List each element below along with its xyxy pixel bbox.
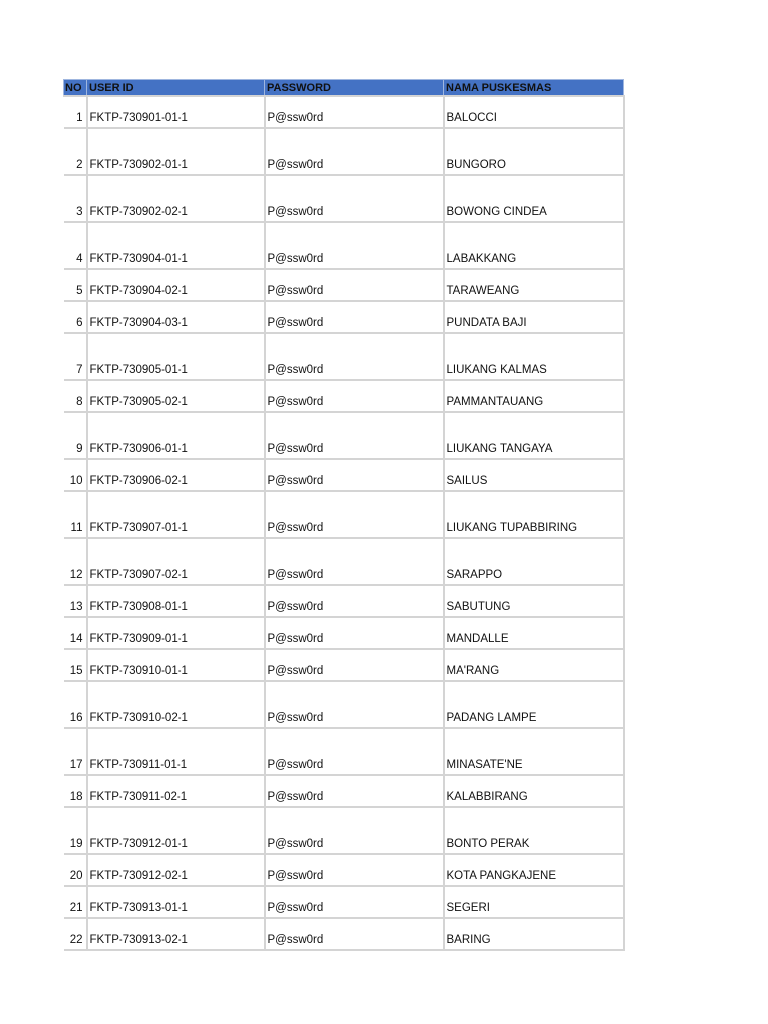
cell-no[interactable]: 17	[64, 728, 87, 775]
table-row	[64, 918, 624, 950]
table-row	[64, 728, 624, 775]
cell-nama-puskesmas[interactable]: MANDALLE	[444, 617, 624, 649]
cell-user-id[interactable]: FKTP-730911-01-1	[87, 728, 265, 775]
table-row	[64, 222, 624, 269]
cell-no[interactable]: 19	[64, 807, 87, 854]
cell-password[interactable]: P@ssw0rd	[265, 854, 444, 886]
cell-nama-puskesmas[interactable]: MA'RANG	[444, 649, 624, 681]
cell-nama-puskesmas[interactable]: PUNDATA BAJI	[444, 301, 624, 333]
cell-nama-puskesmas[interactable]: SEGERI	[444, 886, 624, 918]
cell-nama-puskesmas[interactable]: SAILUS	[444, 459, 624, 491]
cell-nama-puskesmas[interactable]: PAMMANTAUANG	[444, 380, 624, 412]
cell-password[interactable]: P@ssw0rd	[265, 380, 444, 412]
cell-user-id[interactable]: FKTP-730904-02-1	[87, 269, 265, 301]
cell-user-id[interactable]: FKTP-730907-02-1	[87, 538, 265, 585]
cell-no[interactable]: 15	[64, 649, 87, 681]
cell-nama-puskesmas[interactable]: LIUKANG TUPABBIRING	[444, 491, 624, 538]
cell-user-id[interactable]: FKTP-730901-01-1	[87, 96, 265, 128]
cell-password[interactable]: P@ssw0rd	[265, 175, 444, 222]
cell-no[interactable]: 1	[64, 96, 87, 128]
cell-no[interactable]: 4	[64, 222, 87, 269]
table-row	[64, 649, 624, 681]
cell-user-id[interactable]: FKTP-730909-01-1	[87, 617, 265, 649]
table-row	[64, 459, 624, 491]
cell-nama-puskesmas[interactable]: LIUKANG KALMAS	[444, 333, 624, 380]
cell-password[interactable]: P@ssw0rd	[265, 491, 444, 538]
cell-user-id[interactable]: FKTP-730902-02-1	[87, 175, 265, 222]
cell-nama-puskesmas[interactable]: BARING	[444, 918, 624, 950]
cell-password[interactable]: P@ssw0rd	[265, 269, 444, 301]
cell-user-id[interactable]: FKTP-730911-02-1	[87, 775, 265, 807]
table-row	[64, 412, 624, 459]
cell-user-id[interactable]: FKTP-730910-02-1	[87, 681, 265, 728]
table-row	[64, 854, 624, 886]
cell-user-id[interactable]: FKTP-730906-01-1	[87, 412, 265, 459]
cell-no[interactable]: 22	[64, 918, 87, 950]
cell-password[interactable]: P@ssw0rd	[265, 649, 444, 681]
cell-password[interactable]: P@ssw0rd	[265, 301, 444, 333]
cell-password[interactable]: P@ssw0rd	[265, 681, 444, 728]
cell-password[interactable]: P@ssw0rd	[265, 918, 444, 950]
cell-password[interactable]: P@ssw0rd	[265, 886, 444, 918]
cell-no[interactable]: 3	[64, 175, 87, 222]
table-row	[64, 128, 624, 175]
cell-no[interactable]: 8	[64, 380, 87, 412]
table-row	[64, 886, 624, 918]
cell-password[interactable]: P@ssw0rd	[265, 222, 444, 269]
table-row	[64, 269, 624, 301]
cell-nama-puskesmas[interactable]: LIUKANG TANGAYA	[444, 412, 624, 459]
cell-nama-puskesmas[interactable]: PADANG LAMPE	[444, 681, 624, 728]
header-no[interactable]: NO	[64, 80, 87, 97]
puskesmas-credentials-table	[63, 79, 625, 951]
cell-nama-puskesmas[interactable]: BOWONG CINDEA	[444, 175, 624, 222]
cell-nama-puskesmas[interactable]: BONTO PERAK	[444, 807, 624, 854]
cell-nama-puskesmas[interactable]: TARAWEANG	[444, 269, 624, 301]
table-row	[64, 585, 624, 617]
cell-no[interactable]: 18	[64, 775, 87, 807]
cell-no[interactable]: 11	[64, 491, 87, 538]
cell-no[interactable]: 7	[64, 333, 87, 380]
cell-nama-puskesmas[interactable]: LABAKKANG	[444, 222, 624, 269]
cell-user-id[interactable]: FKTP-730907-01-1	[87, 491, 265, 538]
table-header-row	[64, 80, 624, 97]
cell-no[interactable]: 9	[64, 412, 87, 459]
cell-password[interactable]: P@ssw0rd	[265, 728, 444, 775]
cell-password[interactable]: P@ssw0rd	[265, 459, 444, 491]
cell-nama-puskesmas[interactable]: BUNGORO	[444, 128, 624, 175]
cell-password[interactable]: P@ssw0rd	[265, 412, 444, 459]
table-row	[64, 96, 624, 128]
cell-no[interactable]: 6	[64, 301, 87, 333]
cell-user-id[interactable]: FKTP-730904-03-1	[87, 301, 265, 333]
table-row	[64, 538, 624, 585]
cell-user-id[interactable]: FKTP-730905-01-1	[87, 333, 265, 380]
table-row	[64, 380, 624, 412]
cell-user-id[interactable]: FKTP-730912-01-1	[87, 807, 265, 854]
cell-nama-puskesmas[interactable]: SARAPPO	[444, 538, 624, 585]
cell-password[interactable]: P@ssw0rd	[265, 775, 444, 807]
table-row	[64, 301, 624, 333]
table-row	[64, 807, 624, 854]
cell-no[interactable]: 20	[64, 854, 87, 886]
cell-password[interactable]: P@ssw0rd	[265, 128, 444, 175]
table-row	[64, 681, 624, 728]
cell-user-id[interactable]: FKTP-730906-02-1	[87, 459, 265, 491]
cell-password[interactable]: P@ssw0rd	[265, 617, 444, 649]
cell-password[interactable]: P@ssw0rd	[265, 807, 444, 854]
table-row	[64, 617, 624, 649]
cell-user-id[interactable]: FKTP-730912-02-1	[87, 854, 265, 886]
cell-password[interactable]: P@ssw0rd	[265, 585, 444, 617]
cell-no[interactable]: 5	[64, 269, 87, 301]
cell-password[interactable]: P@ssw0rd	[265, 538, 444, 585]
cell-user-id[interactable]: FKTP-730905-02-1	[87, 380, 265, 412]
cell-no[interactable]: 10	[64, 459, 87, 491]
header-user-id[interactable]: USER ID	[87, 80, 265, 97]
cell-user-id[interactable]: FKTP-730908-01-1	[87, 585, 265, 617]
cell-user-id[interactable]: FKTP-730904-01-1	[87, 222, 265, 269]
cell-nama-puskesmas[interactable]: BALOCCI	[444, 96, 624, 128]
table-row	[64, 491, 624, 538]
table-row	[64, 175, 624, 222]
cell-nama-puskesmas[interactable]: KOTA PANGKAJENE	[444, 854, 624, 886]
cell-no[interactable]: 2	[64, 128, 87, 175]
spreadsheet-sheet	[63, 79, 625, 951]
cell-nama-puskesmas[interactable]: MINASATE'NE	[444, 728, 624, 775]
cell-no[interactable]: 13	[64, 585, 87, 617]
cell-no[interactable]: 21	[64, 886, 87, 918]
table-row	[64, 775, 624, 807]
cell-password[interactable]: P@ssw0rd	[265, 333, 444, 380]
cell-nama-puskesmas[interactable]: SABUTUNG	[444, 585, 624, 617]
header-nama-puskesmas[interactable]: NAMA PUSKESMAS	[444, 80, 624, 97]
cell-no[interactable]: 16	[64, 681, 87, 728]
cell-user-id[interactable]: FKTP-730902-01-1	[87, 128, 265, 175]
table-row	[64, 333, 624, 380]
cell-password[interactable]: P@ssw0rd	[265, 96, 444, 128]
header-password[interactable]: PASSWORD	[265, 80, 444, 97]
cell-user-id[interactable]: FKTP-730913-02-1	[87, 918, 265, 950]
cell-user-id[interactable]: FKTP-730913-01-1	[87, 886, 265, 918]
cell-nama-puskesmas[interactable]: KALABBIRANG	[444, 775, 624, 807]
cell-no[interactable]: 12	[64, 538, 87, 585]
cell-user-id[interactable]: FKTP-730910-01-1	[87, 649, 265, 681]
cell-no[interactable]: 14	[64, 617, 87, 649]
